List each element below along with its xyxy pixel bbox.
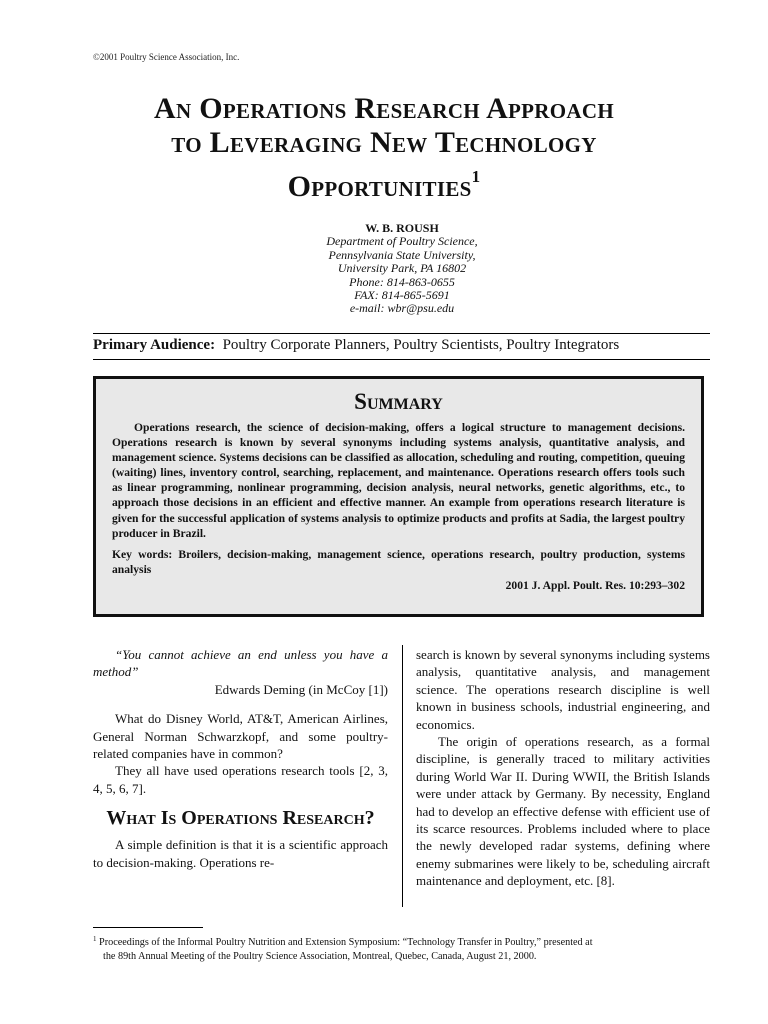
- footnote-mark: 1: [93, 935, 97, 943]
- column-divider: [402, 645, 403, 907]
- audience-label: Primary Audience:: [93, 337, 216, 353]
- author-phone: Phone: 814-863-0655: [349, 274, 455, 289]
- epigraph-quote: “You cannot achieve an end unless you have a method”: [93, 647, 388, 680]
- section-heading-what-is-or: What Is Operations Research?: [106, 807, 375, 830]
- title-line-2: to Leveraging New Technology: [171, 126, 597, 159]
- footnote-rule: [93, 927, 203, 928]
- synonyms-paragraph: search is known by several synonyms including systems analysis, quantitative analysis, and management science. The operations research discipline is well known in business schools, industrial engineering, and economics.: [416, 647, 710, 732]
- author-city: University Park, PA 16802: [337, 261, 467, 276]
- title-line-3: [60, 160, 708, 204]
- footnote-line-1: Proceedings of the Informal Poultry Nutrition and Extension Symposium: “Technology Transfer in Poultry,” presented at: [99, 937, 593, 948]
- origin-paragraph: The origin of operations research, as a formal discipline, is generally traced to military activities during World War II. During WWII, the British Islands were under attack by Germany. By necessity, England had to develop an effective defense with efficient use of its scarce resources. Problems included where to place the newly developed radar systems, defining where enemy submarines were likely to be, scheduling aircraft maintenance and deployment, etc. [8].: [416, 734, 710, 889]
- audience-top-rule: [93, 333, 710, 334]
- intro-paragraph: What do Disney World, AT&T, American Airlines, General Norman Schwarzkopf, and some poultry-related companies have in common?: [93, 711, 388, 762]
- summary-box: [93, 376, 704, 617]
- article-title: [60, 92, 708, 204]
- footnote: [93, 932, 713, 964]
- title-line-3-text: Opportunities: [287, 170, 472, 203]
- epigraph-attribution: Edwards Deming (in McCoy [1]): [214, 681, 388, 697]
- journal-citation: 2001 J. Appl. Poult. Res. 10:293–302: [505, 578, 685, 592]
- author-department: Department of Poultry Science,: [326, 234, 478, 249]
- author-fax: FAX: 814-865-5691: [354, 288, 450, 303]
- author-email: e-mail: wbr@psu.edu: [349, 301, 455, 316]
- summary-text: Operations research, the science of decision-making, offers a logical structure to management decisions. Operations research is known by several synonyms including systems analysis, quantitative analysis, and management science. Systems decisions can be classified as allocation, scheduling and routing, competition, queuing (waiting) lines, inventory control, searching, replacement, and maintenance. Operations research offers tools such as linear programming, nonlinear programming, decision analysis, neural networks, genetic algorithms, etc., to approach those decisions in an efficient and effective manner. An example from operations research literature is given for the successful application of systems analysis to optimize products and profits at Sadia, the largest poultry producer in Brazil.: [112, 421, 685, 540]
- audience-value: Poultry Corporate Planners, Poultry Scientists, Poultry Integrators: [222, 337, 620, 353]
- primary-audience: [93, 337, 713, 354]
- right-column: [416, 646, 710, 890]
- keywords: Key words: Broilers, decision-making, management science, operations research, poultry production, systems analysis: [112, 547, 685, 576]
- definition-paragraph: A simple definition is that it is a scientific approach to decision-making. Operations re-: [93, 837, 388, 870]
- audience-bottom-rule: [93, 359, 710, 360]
- footnote-line-2: the 89th Annual Meeting of the Poultry Science Association, Montreal, Quebec, Canada, August 21, 2000.: [103, 951, 537, 963]
- title-footnote-mark: 1: [471, 167, 481, 186]
- copyright-notice: ©2001 Poultry Science Association, Inc.: [93, 52, 240, 62]
- title-line-1: An Operations Research Approach: [154, 92, 614, 125]
- author-block: [200, 222, 604, 316]
- author-university: Pennsylvania State University,: [328, 247, 476, 262]
- summary-heading: Summary: [354, 389, 443, 414]
- tools-paragraph: They all have used operations research tools [2, 3, 4, 5, 6, 7].: [93, 763, 388, 796]
- author-name: W. B. ROUSH: [365, 221, 439, 235]
- left-column: [93, 646, 388, 871]
